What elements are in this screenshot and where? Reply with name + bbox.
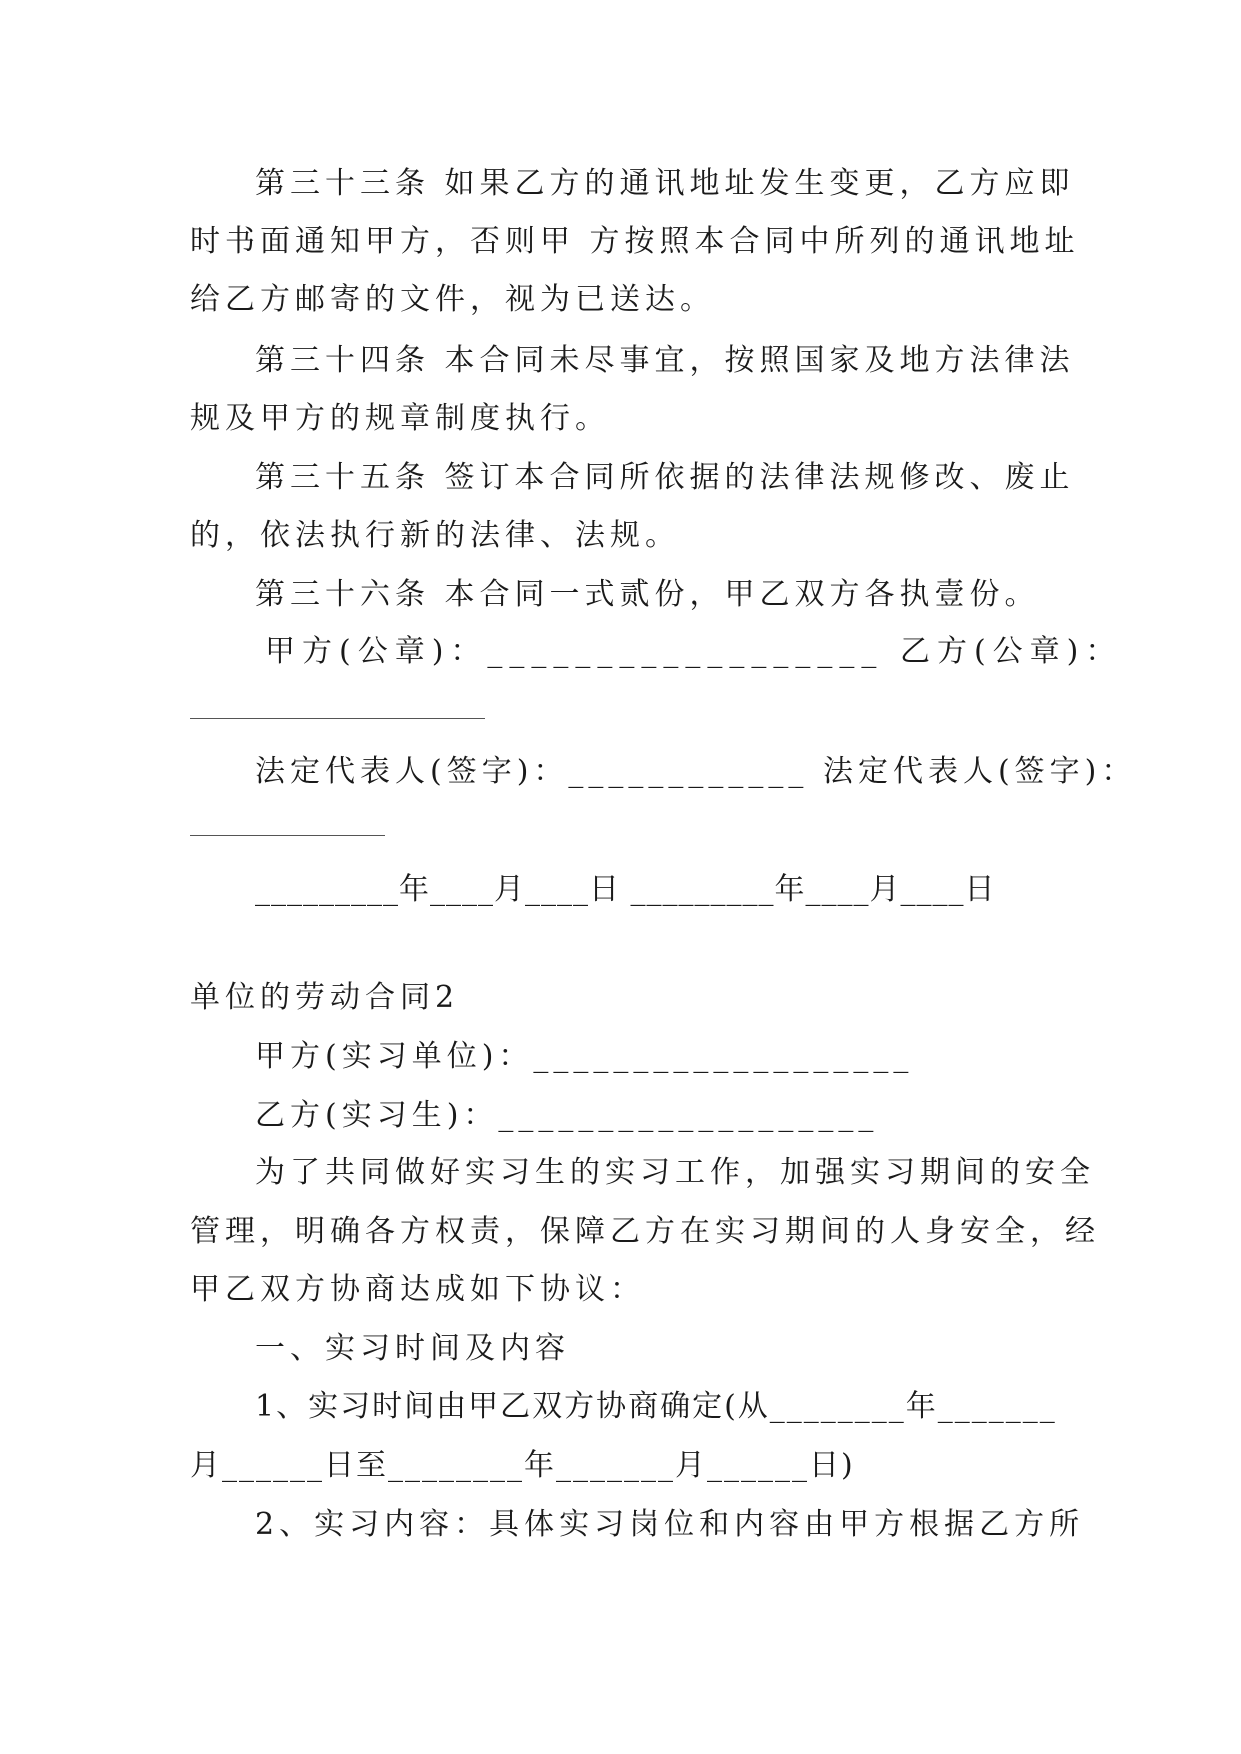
party-seal-line: 甲方(公章)：__________________ 乙方(公章)： [265, 634, 1123, 669]
representative-signature-line: 法定代表人(签字)：____________ 法定代表人(签字)： [255, 754, 1137, 789]
paragraph-line: 2、实习内容：具体实习岗位和内容由甲方根据乙方所 [255, 1507, 1085, 1542]
party-a-line: 甲方(实习单位)：___________________ [255, 1039, 914, 1074]
paragraph-line: 的，依法执行新的法律、法规。 [190, 518, 680, 553]
paragraph-line: 时书面通知甲方，否则甲 方按照本合同中所列的通讯地址 [190, 224, 1080, 259]
date-line: _________年____月____日 _________年____月____日 [255, 872, 996, 907]
paragraph-line: 第三十四条 本合同未尽事宜，按照国家及地方法律法 [255, 343, 1075, 378]
paragraph-line: 规及甲方的规章制度执行。 [190, 401, 610, 436]
paragraph-line: 管理，明确各方权责，保障乙方在实习期间的人身安全，经 [190, 1214, 1100, 1249]
paragraph-line: 月______日至________年_______月______日) [190, 1448, 855, 1483]
signature-blank [190, 835, 385, 836]
paragraph-line: 第三十三条 如果乙方的通讯地址发生变更，乙方应即 [255, 166, 1075, 201]
paragraph-line: 给乙方邮寄的文件，视为已送达。 [190, 282, 715, 317]
party-b-line: 乙方(实习生)：___________________ [255, 1098, 879, 1133]
paragraph-line: 第三十五条 签订本合同所依据的法律法规修改、废止 [255, 460, 1075, 495]
section-title: 单位的劳动合同2 [190, 980, 460, 1015]
paragraph-line: 甲乙双方协商达成如下协议： [190, 1272, 645, 1307]
paragraph-line: 为了共同做好实习生的实习工作，加强实习期间的安全 [255, 1155, 1095, 1190]
clause-heading: 一、实习时间及内容 [255, 1331, 570, 1366]
paragraph-line: 1、实习时间由甲乙双方协商确定(从________年_______ [255, 1389, 1057, 1424]
paragraph-line: 第三十六条 本合同一式贰份，甲乙双方各执壹份。 [255, 577, 1040, 612]
signature-blank [190, 718, 485, 719]
